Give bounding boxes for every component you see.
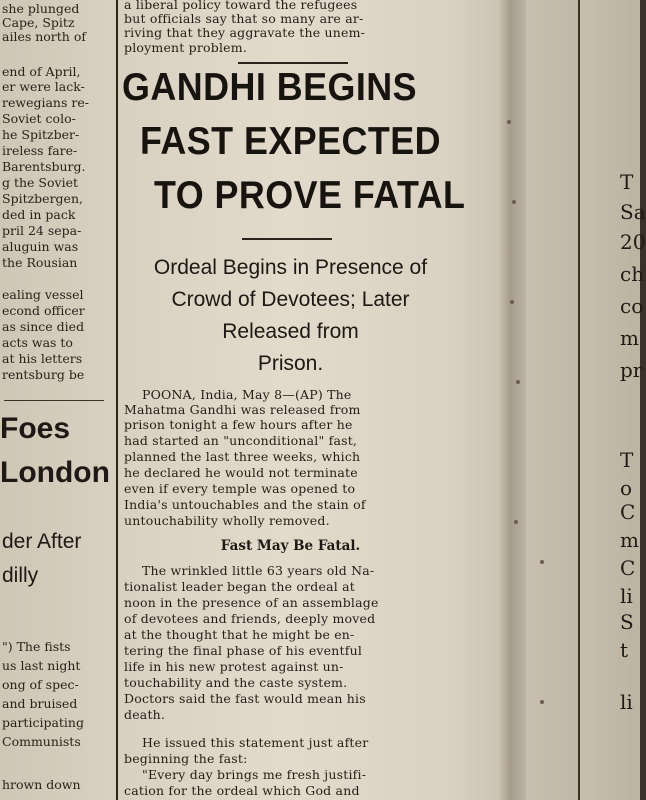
text-line: us last night	[2, 658, 81, 673]
text-line: Cape, Spitz	[2, 15, 75, 30]
text-line: he Spitzber-	[2, 127, 80, 142]
text-line: ireless fare-	[2, 143, 78, 158]
text-line: g the Soviet	[2, 175, 78, 190]
text-line: Soviet colo-	[2, 111, 76, 126]
text-line: planned the last three weeks, which	[124, 449, 361, 464]
text-line: pril 24 sepa-	[2, 223, 82, 238]
text-line: Barentsburg.	[2, 159, 86, 174]
binding-hole	[510, 300, 514, 304]
text-line: life in his new protest against un-	[124, 659, 344, 674]
text-fragment: T	[620, 170, 634, 194]
text-fragment: 20	[620, 230, 646, 254]
text-line: Doctors said the fast would mean his	[124, 691, 366, 706]
deck-line-4: Prison.	[257, 352, 324, 375]
text-line: as since died	[2, 319, 85, 334]
text-line: he declared he would not terminate	[124, 465, 358, 480]
article-subhead: Fast May Be Fatal.	[220, 538, 361, 554]
text-line: cation for the ordeal which God and	[124, 783, 360, 798]
text-line: touchability and the caste system.	[124, 675, 348, 690]
binding-hole	[540, 700, 544, 704]
text-fragment: S	[620, 610, 634, 634]
text-line: end of April,	[2, 64, 81, 79]
deck-line-3: Released from	[222, 320, 359, 343]
text-line: ailes north of	[2, 29, 86, 44]
text-line: at the thought that he might be en-	[124, 627, 355, 642]
text-line: but officials say that so many are ar-	[124, 11, 364, 26]
text-fragment: pr	[620, 358, 643, 382]
text-line: tionalist leader began the ordeal at	[124, 579, 355, 594]
deck-line-2: Crowd of Devotees; Later	[171, 288, 410, 311]
text-line: and bruised	[2, 696, 78, 711]
text-line: had started an "unconditional" fast,	[124, 433, 358, 448]
text-line: ong of spec-	[2, 677, 79, 692]
left-divider	[4, 400, 104, 401]
text-line: tering the final phase of his eventful	[124, 643, 363, 658]
text-line: India's untouchables and the stain of	[124, 497, 366, 512]
text-line: even if every temple was opened to	[124, 481, 356, 496]
text-line: "Every day brings me fresh justifi-	[142, 767, 367, 782]
text-fragment: o	[620, 476, 633, 500]
text-line: POONA, India, May 8—(AP) The	[142, 387, 352, 402]
text-line: ployment problem.	[124, 40, 248, 55]
text-line: a liberal policy toward the refugees	[124, 0, 358, 12]
left-subhead-line-1: der After	[2, 530, 82, 553]
binding-hole	[514, 520, 518, 524]
text-line: hrown down	[2, 777, 81, 792]
text-fragment: m	[620, 528, 639, 552]
text-line: aluguin was	[2, 239, 79, 254]
left-subhead-line-2: dilly	[2, 564, 39, 587]
headline-line-1: GANDHI BEGINS	[122, 66, 418, 109]
adjacent-page	[580, 0, 643, 800]
page-fold	[498, 0, 526, 800]
text-line: beginning the fast:	[124, 751, 248, 766]
text-line: at his letters	[2, 351, 83, 366]
text-fragment: ch	[620, 262, 645, 286]
text-line: ") The fists	[2, 639, 71, 654]
text-line: noon in the presence of an assemblage	[124, 595, 379, 610]
text-line: the Rousian	[2, 255, 78, 270]
headline-line-3: TO PROVE FATAL	[154, 174, 466, 217]
text-line: Mahatma Gandhi was released from	[124, 402, 361, 417]
text-line: she plunged	[2, 1, 80, 16]
text-line: Spitzbergen,	[2, 191, 83, 206]
text-line: untouchability wholly removed.	[124, 513, 330, 528]
text-fragment: li	[620, 584, 633, 608]
deck-line-1: Ordeal Begins in Presence of	[153, 256, 428, 279]
text-line: prison tonight a few hours after he	[124, 417, 353, 432]
text-line: ealing vessel	[2, 287, 84, 302]
deck-rule	[242, 238, 332, 240]
text-line: participating	[2, 715, 84, 730]
text-line: riving that they aggravate the unem-	[124, 25, 366, 40]
text-line: of devotees and friends, deeply moved	[124, 611, 376, 626]
left-headline-line-1: Foes	[0, 412, 71, 445]
text-fragment: Sa	[620, 200, 646, 224]
text-line: econd officer	[2, 303, 85, 318]
text-line: The wrinkled little 63 years old Na-	[142, 563, 375, 578]
binding-hole	[516, 380, 520, 384]
headline-top-rule	[238, 62, 348, 64]
text-line: rewegians re-	[2, 95, 89, 110]
column-rule-right	[578, 0, 580, 800]
headline-line-2: FAST EXPECTED	[140, 120, 442, 163]
article-column	[118, 0, 466, 800]
text-line: rentsburg be	[2, 367, 85, 382]
left-column	[0, 0, 114, 800]
text-line: He issued this statement just after	[142, 735, 369, 750]
text-line: ded in pack	[2, 207, 76, 222]
text-line: acts was to	[2, 335, 73, 350]
text-line: death.	[124, 707, 166, 722]
binding-hole	[512, 200, 516, 204]
text-fragment: C	[620, 500, 636, 524]
text-fragment: C	[620, 556, 636, 580]
text-fragment: li	[620, 690, 633, 714]
binding-hole	[507, 120, 511, 124]
binding-hole	[540, 560, 544, 564]
text-fragment: T	[620, 448, 634, 472]
text-line: er were lack-	[2, 79, 85, 94]
left-headline-line-2: London	[0, 456, 110, 489]
text-fragment: t	[620, 638, 629, 662]
text-line: Communists	[2, 734, 81, 749]
text-fragment: co	[620, 294, 644, 318]
text-fragment: m	[620, 326, 639, 350]
